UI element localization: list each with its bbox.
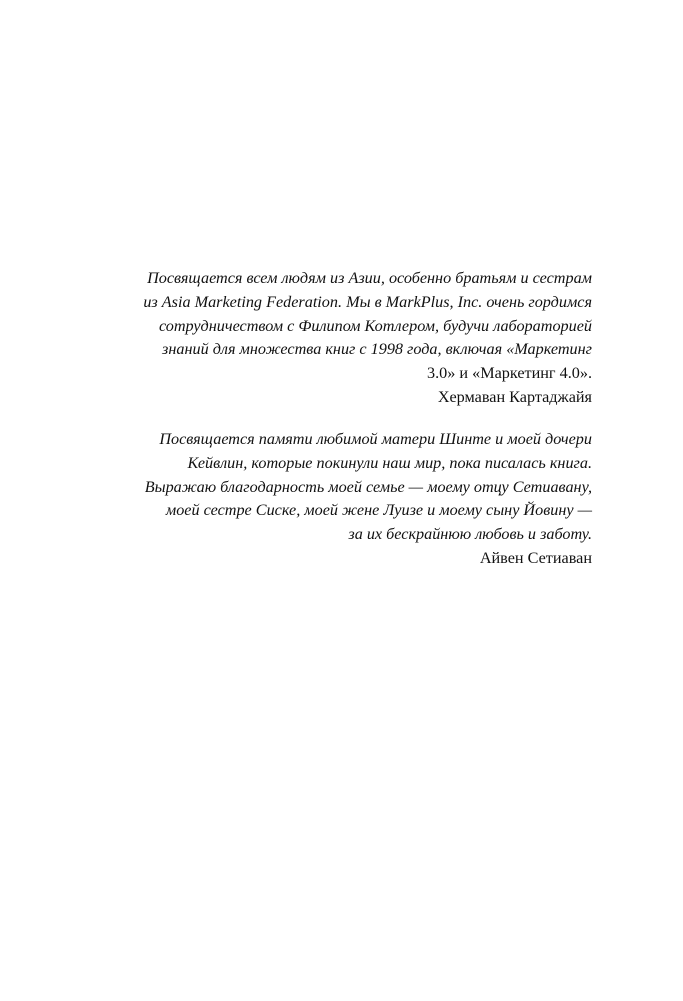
dedication-line: Выражаю благодарность моей семье — моему отцу Сетиавану, [144,477,592,496]
dedication-kartajaya [122,267,592,410]
dedication-line: Кейвлин, которые покинули наш мир, пока писалась книга. [187,453,592,472]
dedication-line: за их бескрайнюю любовь и заботу. [348,525,592,544]
dedication-line: из Asia Marketing Federation. Мы в MarkPlus, Inc. очень гордимся [143,292,592,311]
dedication-line: моей сестре Сиске, моей жене Луизе и моему сыну Йовину — [165,501,592,520]
dedication-line: сотрудничеством с Филипом Котлером, будучи лабораторией [158,316,592,335]
dedication-line: знаний для множества книг с 1998 года, включая «Маркетинг [162,340,592,359]
dedication-line: Посвящается памяти любимой матери Шинте и моей дочери [159,430,592,448]
dedication-line: Посвящается всем людям из Азии, особенно братьям и сестрам [147,269,592,287]
dedication-author: Хермаван Картаджайя [437,387,592,406]
dedication-setiawan [122,428,592,571]
dedication-line: 3.0» и «Маркетинг 4.0». [427,364,592,383]
dedication-author: Айвен Сетиаван [479,548,592,567]
